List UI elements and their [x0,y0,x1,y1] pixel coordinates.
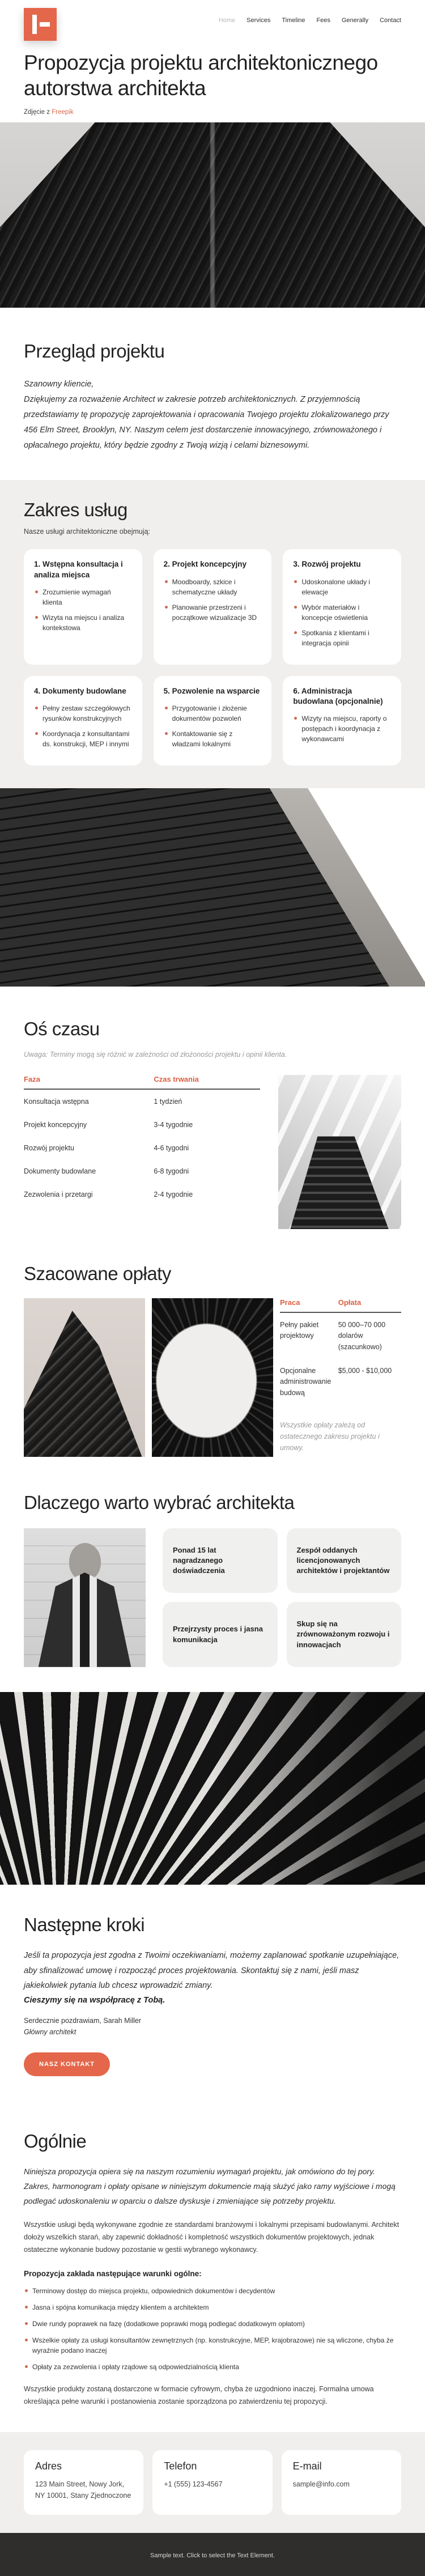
service-card [283,549,401,664]
table-row [24,1183,260,1206]
overview-text [24,377,401,453]
phone-title: Telefon [164,2460,197,2472]
signoff-name: Serdecznie pozdrawiam, Sarah Miller [24,2017,142,2025]
email-title: E-mail [292,2460,322,2472]
service-item: Spotkania z klientami i integracja opinii [293,628,391,648]
nav-generally[interactable]: Generally [342,17,369,24]
ribs-architecture-image [0,1692,425,1885]
service-card [154,549,272,664]
architect-portrait-image [24,1528,146,1667]
logo-mark-icon [40,22,50,27]
phase-cell: Zezwolenia i przetargi [24,1190,93,1198]
next-steps-text: Jeśli ta propozycja jest zgodna z Twoimi oczekiwaniami, możemy zaplanować spotkanie uzupełniające, aby sfinalizować umowę i rozpocząć proces projektowania. Skontaktuj się z nami, jeśli masz jakiekolwiek pytania lub chcesz wprowadzić zmiany. [24,1950,400,1991]
timeline-table [24,1075,260,1229]
duration-cell: 3-4 tygodnie [154,1120,193,1129]
column-header: Faza [24,1074,40,1083]
service-item: Wizyty na miejscu, raporty o postępach i koordynacja z wykonawcami [293,713,391,744]
table-row [24,1113,260,1136]
logo-mark-icon [32,15,37,34]
overview-greeting: Szanowny kliencie, [24,380,94,389]
hero-building-image [0,122,425,308]
work-cell: Opcjonalne administrowanie budową [280,1366,332,1397]
nav-contact[interactable]: Contact [380,17,401,24]
fees-section [0,1255,425,1483]
signoff-role: Główny architekt [24,2028,76,2037]
condition-item: Dwie rundy poprawek na fazę (dodatkowe poprawki mogą podlegać dodatkowym opłatom) [24,2319,401,2329]
fees-table [280,1298,401,1405]
general-section [0,2105,425,2432]
table-row [24,1159,260,1183]
why-card: Przejrzysty proces i jasna komunikacja [163,1602,278,1667]
service-item: Kontaktowanie się z władzami lokalnymi [164,729,262,749]
next-steps-section [0,1885,425,2105]
service-item: Koordynacja z konsultantami ds. konstrukcji, MEP i innymi [34,729,132,749]
timeline-note: Uwaga: Terminy mogą się różnić w zależności od złożoności projektu i opinii klienta. [24,1050,287,1059]
email-text: sample@info.com [292,2480,350,2489]
credit-prefix: Zdjęcie z [24,109,50,116]
address-text: 123 Main Street, Nowy Jork, NY 10001, Stany Zjednoczone [35,2480,131,2500]
footer-contact [0,2432,425,2533]
image-credit [0,109,425,116]
service-card-title: 2. Projekt koncepcyjny [163,560,246,569]
service-cards [24,549,401,765]
service-card-title: 4. Dokumenty budowlane [34,686,126,695]
service-card [283,676,401,766]
footer-bottom-bar [0,2533,425,2576]
fees-note: Wszystkie opłaty zależą od ostatecznego zakresu projektu i umowy. [280,1421,380,1452]
timeline-section [0,987,425,1255]
logo[interactable] [24,8,57,41]
credit-link[interactable]: Freepik [52,109,74,116]
duration-cell: 1 tydzień [154,1097,182,1106]
next-steps-heading: Następne kroki [24,1914,145,1935]
condition-item: Wszelkie opłaty za usługi konsultantów zewnętrznych (np. konstrukcyjne, MEP, krajobrazowe) nie są wliczone, chyba że wyraźnie podano inaczej [24,2335,401,2356]
timeline-heading: Oś czasu [24,1018,100,1039]
overview-section [0,308,425,480]
duration-cell: 6-8 tygodni [154,1167,189,1175]
why-heading: Dlaczego warto wybrać architekta [24,1491,295,1513]
nav-timeline[interactable]: Timeline [282,17,305,24]
service-item: Zrozumienie wymagań klienta [34,587,132,607]
stairs-image [278,1075,401,1229]
address-card [24,2450,143,2515]
fee-cell: 50 000–70 000 dolarów (szacunkowo) [338,1320,386,1351]
site-header [0,0,425,41]
why-card: Zespół oddanych licencjonowanych architektów i projektantów [287,1528,402,1593]
table-row [280,1313,401,1359]
phone-card [152,2450,272,2515]
next-steps-emphasis: Cieszymy się na współpracę z Tobą. [24,1996,165,2005]
table-row [280,1359,401,1405]
conditions-heading: Propozycja zakłada następujące warunki ogólne: [24,2269,202,2279]
column-header: Czas trwania [154,1074,199,1083]
main-nav [219,8,401,24]
service-item: Pełny zestaw szczegółowych rysunków konstrukcyjnych [34,703,132,724]
nav-home[interactable]: Home [218,17,236,24]
phase-cell: Konsultacja wstępna [24,1097,89,1106]
nav-fees[interactable]: Fees [316,17,330,24]
phase-cell: Projekt koncepcyjny [24,1120,87,1129]
service-card-title: 1. Wstępna konsultacja i analiza miejsca [34,560,123,579]
general-heading: Ogólnie [24,2131,87,2152]
service-card-title: 3. Rozwój projektu [293,560,361,569]
condition-item: Opłaty za zezwolenia i opłaty rządowe są odpowiedzialnością klienta [24,2362,401,2372]
duration-cell: 4-6 tygodni [154,1144,189,1152]
service-card [154,676,272,766]
fee-cell: $5,000 - $10,000 [338,1366,392,1375]
contact-button[interactable]: NASZ KONTAKT [24,2052,110,2076]
why-card: Ponad 15 lat nagradzanego doświadczenia [163,1528,278,1593]
service-card-title: 6. Administracja budowlana (opcjonalnie) [293,686,383,705]
oculus-image [152,1298,273,1457]
service-item: Przygotowanie i złożenie dokumentów pozwoleń [164,703,262,724]
why-card: Skup się na zrównoważonym rozwoju i innowacjach [287,1602,402,1667]
fees-table-header [280,1298,401,1313]
service-item: Wizyta na miejscu i analiza kontekstowa [34,613,132,633]
service-item: Moodboardy, szkice i schematyczne układy [164,577,262,597]
why-section [0,1483,425,1692]
service-card [24,676,142,766]
services-intro: Nasze usługi architektoniczne obejmują: [24,528,151,536]
service-card-title: 5. Pozwolenie na wsparcie [163,686,260,695]
phase-cell: Dokumenty budowlane [24,1167,96,1175]
footer-sample-text: Sample text. Click to select the Text Element. [150,2552,275,2559]
table-row [24,1136,260,1159]
service-item: Wybór materiałów i koncepcje oświetlenia [293,602,391,623]
column-header: Opłata [338,1298,362,1307]
phase-cell: Rozwój projektu [24,1144,74,1152]
services-section [0,480,425,788]
column-header: Praca [280,1298,300,1307]
general-intro: Niniejsza propozycja opiera się na naszym rozumieniu wymagań projektu, jak omówiono do tej pory. Zakres, harmonogram i opłaty opisane w niniejszym dokumencie mają służyć jako ramy wyjściowe i mogą podlegać udoskonaleniu w oparciu o dalsze dyskusje i zmieniające się potrzeby projektu. [24,2167,396,2205]
service-item: Planowanie przestrzeni i początkowe wizualizacje 3D [164,602,262,623]
conditions-list [24,2286,401,2372]
why-cards [163,1528,401,1667]
timeline-table-header [24,1075,260,1090]
general-closing: Wszystkie produkty zostaną dostarczone w formacie cyfrowym, chyba że uzgodniono inaczej. Formalna umowa określająca pełne warunki i postanowienia zostanie sporządzona po zatwierdzeniu tej propozycji. [24,2385,374,2406]
condition-item: Terminowy dostęp do miejsca projektu, odpowiednich dokumentów i decydentów [24,2286,401,2296]
address-title: Adres [35,2460,62,2472]
condition-item: Jasna i spójna komunikacja między klientem a architektem [24,2302,401,2313]
nav-services[interactable]: Services [246,17,271,24]
work-cell: Pełny pakiet projektowy [280,1320,319,1340]
duration-cell: 2-4 tygodnie [154,1190,193,1198]
services-heading: Zakres usług [24,499,128,521]
service-card [24,549,142,664]
page-title: Propozycja projektu architektonicznego autorstwa architekta [24,51,378,100]
signoff [24,2015,401,2038]
email-card [282,2450,401,2515]
overview-body: Dziękujemy za rozważenie Architect w zakresie potrzeb architektonicznych. Z przyjemnością przedstawiamy tę propozycję zaprojektowania i opracowania Twojego projektu zlokalizowanego przy 456 Elm Street, Brooklyn, NY. Naszym celem jest dostarczenie innowacyjnego, zrównoważonego i opłacalnego projektu, który będzie zgodny z Twoją wizją i celami biznesowymi. [24,395,389,450]
general-paragraph: Wszystkie usługi będą wykonywane zgodnie ze standardami branżowymi i lokalnymi przepisami budowlanymi. Architekt dołoży wszelkich starań, aby zapewnić dokładność i kompletność wszystkich dokumentów projektowych, jednak ostateczne wykonanie budowy pozostanie w gestii wybranego wykonawcy. [24,2220,400,2254]
phone-text: +1 (555) 123-4567 [164,2480,223,2489]
tower-image [24,1298,145,1457]
fees-heading: Szacowane opłaty [24,1263,171,1284]
table-row [24,1090,260,1113]
overview-heading: Przegląd projektu [24,341,165,362]
facade-building-image [0,788,425,987]
service-item: Udoskonalone układy i elewacje [293,577,391,597]
